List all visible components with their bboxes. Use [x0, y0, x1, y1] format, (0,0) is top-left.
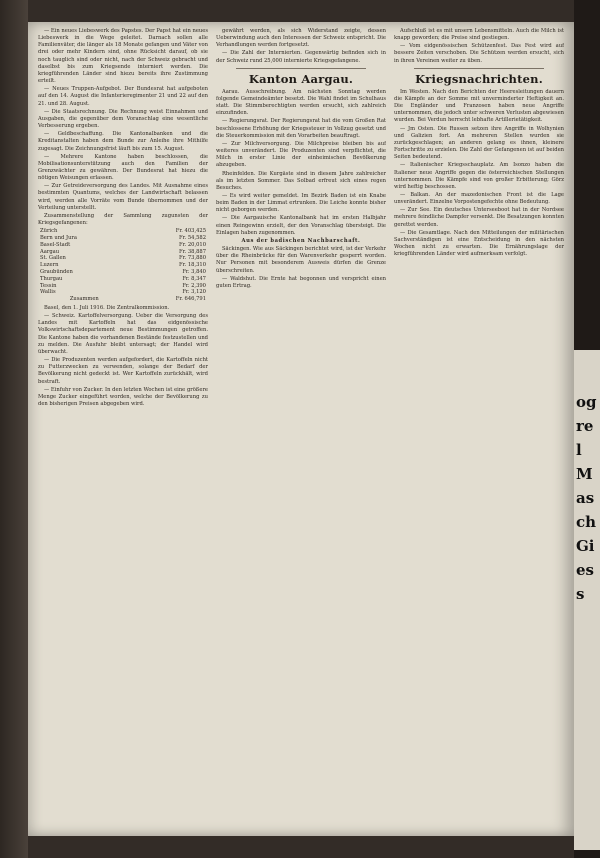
column-3 [394, 28, 564, 830]
row-label: Bern und Jura [40, 235, 77, 242]
row-value: Fr. 2,390 [182, 282, 206, 289]
facing-page-advertisement [574, 350, 600, 850]
advertisement-text: ogrel Masch Giess [576, 393, 597, 603]
table-row [38, 276, 208, 283]
row-label: Luzern [40, 262, 59, 269]
row-value: Fr. 3,120 [182, 289, 206, 296]
article-paragraph: — Die Zahl der Internierten. Gegenwärtig befinden sich in der Schweiz rund 25,000 internierte Kriegsgefangene. [216, 50, 386, 64]
article-paragraph: — Zur Getreideversorgung des Landes. Mit Ausnahme eines bestimmten Quantums, welches der Landwirtschaft belassen wird, werden alle Vorräte vom Bunde übernommen und der Verteilung unterstellt. [38, 183, 208, 211]
article-paragraph: Basel, den 1. Juli 1916. Die Zentralkommission. [44, 304, 170, 311]
article-paragraph: — Regierungsrat. Der Regierungsrat hat die vom Großen Rat beschlossene Erhöhung der Kriegssteuer in Vollzug gesetzt und die Steuerkommission mit den Vorarbeiten beauftragt. [216, 118, 386, 139]
table-row [38, 235, 208, 242]
table-row [38, 228, 208, 235]
row-label: Aargau [40, 248, 60, 255]
article-paragraph: — Jm Osten. Die Russen setzen ihre Angriffe in Wolhynien und Galizien fort. An mehreren Stellen wurden sie zurückgeschlagen; an anderen gelang es ihnen, kleinere Fortschritte zu erzielen. Die Zahl der Gefangenen ist auf beiden Seiten bedeutend. [394, 125, 564, 161]
article-paragraph: — Mehrere Kantone haben beschlossen, die Mobilisationsunterstützung auch den Familien der Grenzwächter zu gewähren. Der Bundesrat hat hiezu die nötigen Weisungen erlassen. [38, 153, 208, 182]
row-label: Tessin [40, 282, 57, 289]
table-row [38, 262, 208, 269]
table-row [38, 283, 208, 290]
article-paragraph: — Waldshut. Die Ernte hat begonnen und verspricht einen guten Ertrag. [216, 275, 386, 289]
column-1 [38, 28, 208, 830]
row-label: Wallis [40, 289, 56, 296]
total-value: Fr. 646,791 [175, 296, 206, 303]
article-paragraph: — Italienischer Kriegsschauplatz. Am Isonzo haben die Italiener neue Angriffe gegen die österreichischen Stellungen unternommen. Die Kämpfe sind von großer Erbitterung; Görz wird heftig beschossen. [394, 162, 564, 190]
book-gutter [0, 0, 28, 858]
article-paragraph: gewährt werden, als sich Widerstand zeigte, dessen Ueberwindung auch den Interessen der Schweiz entspricht. Die Verhandlungen werden fortgesetzt. [216, 28, 386, 49]
table-title: Zusammenstellung der Sammlung zugunsten der Kriegsgefangenen: [38, 212, 208, 227]
row-value: Fr. 54,582 [179, 235, 206, 242]
article-paragraph: — Schweiz. Kartoffelversorgung. Ueber die Versorgung des Landes mit Kartoffeln hat das eidgenössische Volkswirtschaftsdepartement neue Bestimmungen getroffen. Die Kantone haben die vorhandenen Bestände festzustellen und zu melden. Die Ausfuhr bleibt untersagt; der Handel wird überwacht. [38, 313, 208, 355]
row-label: Thurgau [40, 275, 63, 282]
row-value: Fr. 3,840 [182, 269, 206, 275]
row-value: Fr. 73,880 [179, 255, 206, 262]
article-paragraph: — Die Aargauische Kantonalbank hat im ersten Halbjahr einen Reingewinn erzielt, der den Voranschlag übersteigt. Die Einlagen haben zugenommen. [216, 215, 386, 236]
article-paragraph: Im Westen. Nach den Berichten der Heeresleitungen dauern die Kämpfe an der Somme mit unverminderter Heftigkeit an. Die Engländer und Franzosen haben neue Angriffe unternommen, die jedoch unter schweren Verlusten abgewiesen wurden. Bei Verdun herrscht lebhafte Artillerietätigkeit. [394, 88, 564, 124]
article-paragraph: Aufschluß ist es mit unsern Lebensmitteln. Auch die Milch ist knapp geworden; die Preise sind gestiegen. [394, 28, 564, 42]
article-paragraph: — Neues Truppen-Aufgebot. Der Bundesrat hat aufgeboten auf den 14. August die Infanterieregimenter 21 und 22 auf den 21. und 28. August. [38, 86, 208, 107]
row-label: St. Gallen [40, 255, 66, 262]
article-paragraph: — Einfuhr von Zucker. In den letzten Wochen ist eine größere Menge Zucker eingeführt worden, welche der Bevölkerung zu den bisherigen Preisen abgegeben wird. [38, 386, 208, 408]
article-paragraph: — Balkan. An der mazedonischen Front ist die Lage unverändert. Einzelne Vorpostengefechte ohne Bedeutung. [394, 191, 564, 206]
article-paragraph: — Die Staatsrechnung. Die Rechnung weist Einnahmen und Ausgaben, die gegenüber dem Voranschlag eine wesentliche Verbesserung ergeben. [38, 108, 208, 130]
section-divider [236, 68, 366, 69]
total-label: Zusammen [69, 296, 99, 303]
row-value: Fr. 18,310 [179, 262, 206, 269]
row-label: Basel-Stadt [40, 241, 71, 248]
article-paragraph: — Zur See. Ein deutsches Unterseeboot hat in der Nordsee mehrere feindliche Dampfer versenkt. Die Besatzungen konnten gerettet werden. [394, 207, 564, 228]
row-label: Graubünden [40, 269, 73, 275]
table-row [38, 249, 208, 256]
section-heading-aargau: Kanton Aargau. [248, 71, 354, 86]
row-value: Fr. 38,887 [179, 248, 206, 255]
table-row [38, 269, 208, 276]
newspaper-page [28, 22, 574, 836]
article-paragraph: — Die Produzenten werden aufgefordert, die Kartoffeln nicht zu Futterzwecken zu verwenden, solange der Bedarf der Bevölkerung nicht gedeckt ist. Wer Kartoffeln zurückhält, wird bestraft. [38, 357, 208, 385]
table-row [38, 289, 208, 296]
article-paragraph: — Es wird weiter gemeldet. Im Bezirk Baden ist ein Knabe beim Baden in der Limmat ertrunken. Die Leiche konnte bisher nicht geborgen werden. [216, 192, 386, 214]
article-paragraph: Aarau. Ausschreibung. Am nächsten Sonntag werden folgende Gemeindeämter besetzt. Die Wahl findet im Schulhaus statt. Die Stimmberechtigten werden ersucht, sich zahlreich einzufinden. [216, 88, 386, 117]
row-value: Fr. 8,347 [182, 275, 206, 282]
row-label: Zürich [40, 228, 58, 235]
table-total-row [38, 296, 208, 303]
table-row [38, 242, 208, 249]
article-paragraph: — Die Gesamtlage. Nach den Mitteilungen der militärischen Sachverständigen ist eine Entscheidung in den nächsten Wochen nicht zu erwarten. Die Ernährungslage der kriegführenden Länder wird aufmerksam verfolgt. [394, 229, 564, 258]
row-value: Fr. 403,425 [175, 228, 206, 235]
donation-table [38, 228, 208, 303]
article-paragraph: Rheinfelden. Die Kurgäste sind in diesem Jahre zahlreicher als im letzten Sommer. Das Solbad erfreut sich eines regen Besuches. [216, 170, 386, 191]
section-heading-war-news: Kriegsnachrichten. [415, 71, 543, 86]
article-paragraph: — Vom eidgenössischen Schützenfest. Das Fest wird auf bessere Zeiten verschoben. Die Schützen werden ersucht, sich in ihren Vereinen weiter zu üben. [394, 43, 564, 64]
column-2 [216, 28, 386, 830]
table-row [38, 255, 208, 262]
article-paragraph: — Ein neues Liebeswerk des Papstes. Der Papst hat ein neues Liebeswerk in die Wege geleitet. Darnach sollen alle Familienväter, die länger als 18 Monate gefangen und Väter von drei oder mehr Kindern sind, ohne Rücksicht darauf, ob sie noch tauglich sind oder nicht, nach der Schweiz gebracht und daselbst bis zum Kriegsende interniert werden. Die kriegführenden Länder sind hiezu bereits ihre Zustimmung erteilt. [38, 28, 208, 85]
article-paragraph: Säckingen. Wie aus Säckingen berichtet wird, ist der Verkehr über die Rheinbrücke für den Warenverkehr gesperrt worden. Nur Personen mit besonderem Ausweis dürfen die Grenze überschreiten. [216, 246, 386, 274]
article-paragraph: — Zur Milchversorgung. Die Milchpreise bleiben bis auf weiteres unverändert. Die Produzenten sind verpflichtet, die Milch in erster Linie der einheimischen Bevölkerung abzugeben. [216, 140, 386, 169]
subsection-heading: Aus der badischen Nachbarschaft. [241, 237, 361, 244]
section-divider [414, 68, 544, 69]
article-paragraph: — Geldbeschaffung. Die Kantonalbanken und die Kreditanstalten haben dem Bunde zur Anleihe ihre Mithilfe zugesagt. Die Zeichnungsfrist läuft bis zum 15. August. [38, 131, 208, 152]
row-value: Fr. 20,010 [179, 241, 206, 248]
